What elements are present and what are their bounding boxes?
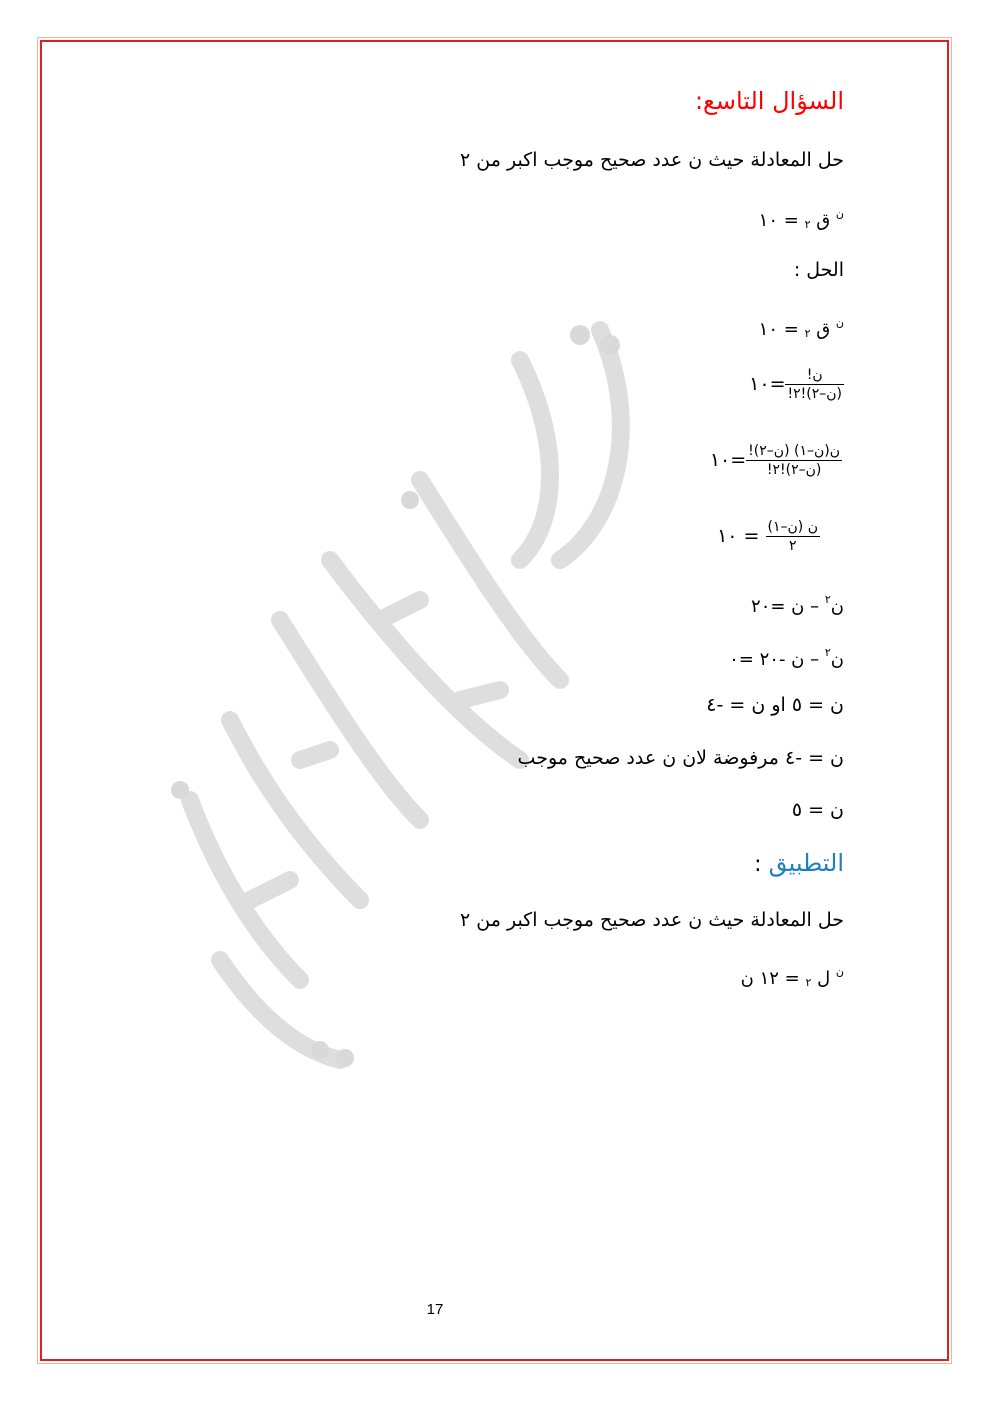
eq-subscript: ٢ (804, 218, 811, 231)
solution-step-3 (710, 442, 842, 479)
eq-rest: – ن =٢٠ (751, 596, 820, 617)
eq-letter: ل (817, 968, 831, 989)
eq-rest: = ١٠ (758, 210, 799, 231)
eq-subscript: ٢ (805, 976, 812, 989)
question-equation (759, 202, 844, 237)
page-number: 17 (426, 1301, 444, 1318)
solution-step-4 (717, 518, 820, 555)
application-statement: حل المعادلة حيث ن عدد صحيح موجب اكبر من ٢ (460, 909, 844, 931)
eq-rest: = ١٠ (758, 319, 799, 340)
fraction-numerator: ن(ن–١) (ن–٢)! (748, 443, 840, 459)
fraction-denominator: (ن–٢)!٢! (766, 462, 822, 478)
application-colon: : (754, 852, 769, 877)
fraction-rhs: =١٠ (709, 449, 747, 471)
solution-step-1 (759, 311, 844, 346)
fraction-denominator: ٢ (788, 538, 797, 554)
fraction-denominator: (ن–٢)!٢! (787, 386, 842, 402)
solution-label: الحل : (793, 259, 844, 281)
eq-rest: – ن -٢٠ =٠ (729, 649, 820, 670)
fraction (785, 366, 844, 403)
eq-subscript: ٢ (804, 327, 811, 340)
fraction-rhs: =١٠ (749, 373, 786, 395)
eq-superscript: ن (835, 207, 844, 220)
eq-exponent: ٢ (824, 646, 831, 659)
application-title: التطبيق (768, 849, 844, 877)
fraction (746, 442, 842, 479)
fraction-numerator: ن! (785, 366, 844, 385)
application-title-line (754, 848, 844, 878)
eq-exponent: ٢ (824, 593, 831, 606)
application-equation (741, 960, 844, 995)
fraction-rhs: = ١٠ (717, 525, 760, 547)
eq-base: ن (830, 649, 844, 670)
fraction-numerator: ن (ن–١) (767, 519, 818, 535)
solution-step-9: ن = ٥ (791, 799, 844, 821)
eq-base: ن (830, 596, 844, 617)
question-title: السؤال التاسع: (694, 87, 844, 115)
fraction (766, 518, 820, 555)
eq-rest: = ١٢ ن (740, 968, 800, 989)
solution-step-5 (751, 588, 844, 619)
question-statement: حل المعادلة حيث ن عدد صحيح موجب اكبر من ٢ (460, 149, 844, 171)
eq-superscript: ن (835, 965, 844, 978)
solution-step-6 (729, 641, 844, 672)
eq-letter: ق (816, 210, 831, 231)
eq-letter: ق (816, 319, 831, 340)
eq-superscript: ن (835, 316, 844, 329)
solution-step-7: ن = ٥ او ن = -٤ (706, 694, 844, 716)
solution-step-8: ن = -٤ مرفوضة لان ن عدد صحيح موجب (517, 747, 844, 769)
solution-step-2 (749, 366, 844, 403)
